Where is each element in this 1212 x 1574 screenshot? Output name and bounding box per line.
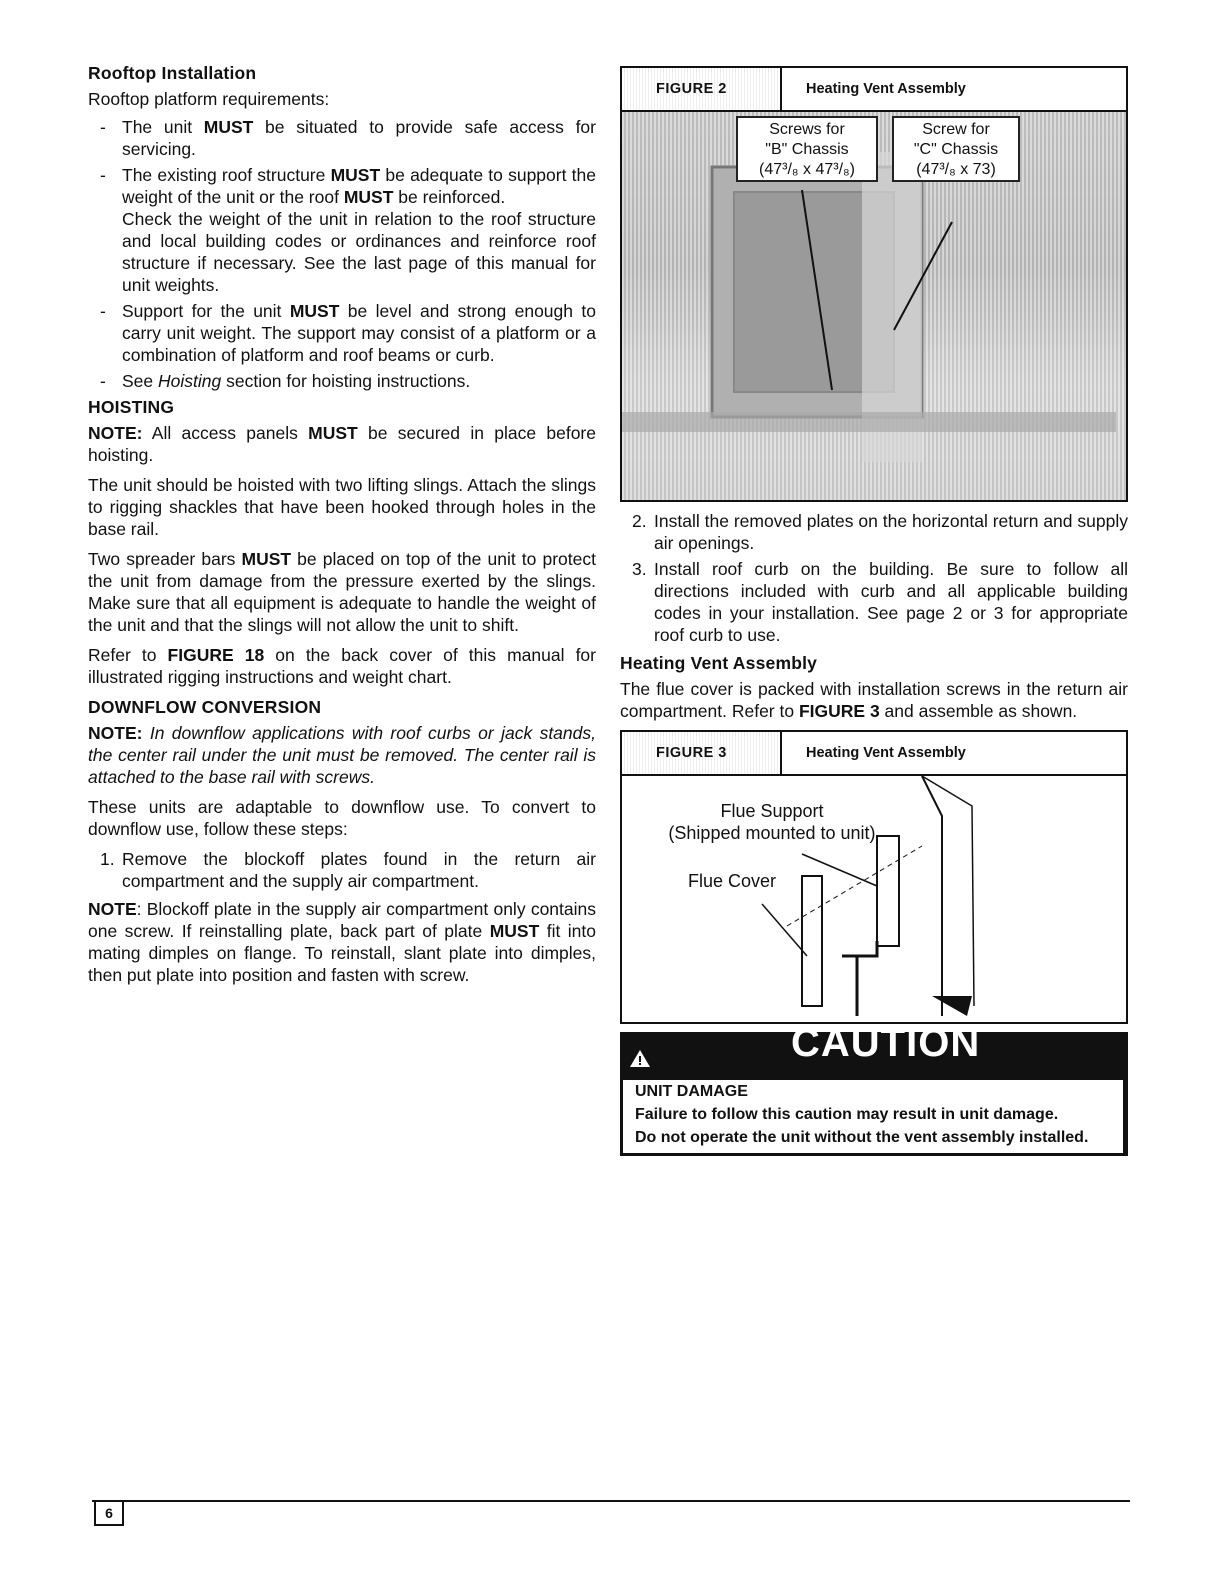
flue-cover-label: Flue Cover <box>688 871 777 891</box>
list-item: - See Hoisting section for hoisting instructions. <box>88 370 596 392</box>
caution-body <box>623 1080 1123 1153</box>
caution-line-1: Failure to follow this caution may result in unit damage. <box>635 1106 1059 1123</box>
caution-line-2: Do not operate the unit without the vent assembly installed. <box>635 1129 1089 1146</box>
figure-2-photo <box>622 112 1126 500</box>
rooftop-intro: Rooftop platform requirements: <box>88 89 330 109</box>
figure-3-label: FIGURE 3 <box>622 732 782 774</box>
flue-support-label: Flue Support (Shipped mounted to unit) <box>668 801 876 843</box>
flue-support-shape <box>877 836 899 946</box>
rooftop-requirements-list <box>88 116 596 392</box>
caution-word: CAUTION <box>791 1021 981 1065</box>
vent-paragraph: The flue cover is packed with installation screws in the return air compartment. Refer to FIGURE 3 and assemble as shown. <box>620 679 1128 721</box>
hoisting-paragraph-3: Refer to FIGURE 18 on the back cover of this manual for illustrated rigging instructions and weight chart. <box>88 645 596 687</box>
figure-2-header <box>622 68 1126 112</box>
flue-pipe <box>842 941 877 1016</box>
downflow-heading: DOWNFLOW CONVERSION <box>88 697 322 717</box>
figure-3-drawing <box>622 776 1126 1022</box>
right-column <box>620 66 1128 1156</box>
flue-cover-leader <box>762 904 807 956</box>
caution-title: UNIT DAMAGE <box>635 1083 748 1100</box>
callout-c-chassis: Screw for "C" Chassis (47³/₈ x 73) <box>892 116 1020 182</box>
unit-edge <box>922 776 942 1016</box>
list-item: 1. Remove the blockoff plates found in the return air compartment and the supply air compartment. <box>100 849 596 891</box>
hoisting-heading: HOISTING <box>88 397 175 417</box>
list-item: 2. Install the removed plates on the horizontal return and supply air openings. <box>632 511 1128 553</box>
rooftop-heading: Rooftop Installation <box>88 63 257 83</box>
downflow-note: NOTE: In downflow applications with roof curbs or jack stands, the center rail under the unit must be removed. The center rail is attached to the base rail with screws. <box>88 723 596 787</box>
footer-rule <box>92 1500 1130 1502</box>
hoisting-paragraph-2: Two spreader bars MUST be placed on top of the unit to protect the unit from damage from the pressure exerted by the slings. Make sure that all equipment is adequate to handle the weight of the unit and that the slings will not allow the unit to shift. <box>88 549 596 635</box>
flue-cover-shape <box>802 876 822 1006</box>
downflow-steps <box>88 848 596 892</box>
figure-2 <box>620 66 1128 502</box>
vent-heading: Heating Vent Assembly <box>620 653 818 673</box>
figure-3-title: Heating Vent Assembly <box>806 745 966 761</box>
warning-triangle-icon <box>629 1048 651 1068</box>
list-item: 3. Install roof curb on the building. Be sure to follow all directions included with curb and all applicable building codes in your installation. See page 2 or 3 for appropriate roof curb to use. <box>632 559 1128 645</box>
list-item: - The existing roof structure MUST be adequate to support the weight of the unit or the roof MUST be reinforced. Check the weight of the unit in relation to the roof structure and local building codes or ordinances and reinforce roof structure if necessary. See the last page of this manual for unit weights. <box>88 164 596 296</box>
downflow-note-2: NOTE: Blockoff plate in the supply air compartment only contains one screw. If reinstalling plate, back part of plate MUST fit into mating dimples on flange. To reinstall, slant plate into dimples, then put plate into position and fasten with screw. <box>88 899 596 985</box>
figure-2-title: Heating Vent Assembly <box>806 81 966 97</box>
figure-2-label: FIGURE 2 <box>622 68 782 110</box>
caution-box <box>620 1021 1128 1156</box>
unit-base-shadow <box>932 996 972 1016</box>
list-item: - The unit MUST be situated to provide safe access for servicing. <box>88 116 596 160</box>
page-number: 6 <box>94 1502 124 1526</box>
unit-corner <box>922 776 974 1006</box>
callout-b-chassis: Screws for "B" Chassis (47³/₈ x 47³/₈) <box>736 116 878 182</box>
figure-3-header <box>622 732 1126 776</box>
list-item: - Support for the unit MUST be level and strong enough to carry unit weight. The support may consist of a platform or a combination of platform and roof beams or curb. <box>88 300 596 366</box>
downflow-paragraph: These units are adaptable to downflow use. To convert to downflow use, follow these steps: <box>88 797 596 839</box>
left-column <box>88 62 596 994</box>
base-rail <box>622 412 1116 432</box>
hoisting-paragraph-1: The unit should be hoisted with two lifting slings. Attach the slings to rigging shackles that have been hooked through holes in the base rail. <box>88 475 596 539</box>
install-steps <box>620 510 1128 646</box>
figure-3 <box>620 730 1128 1024</box>
caution-header <box>623 1021 1123 1080</box>
hoisting-note: NOTE: All access panels MUST be secured in place before hoisting. <box>88 423 596 465</box>
